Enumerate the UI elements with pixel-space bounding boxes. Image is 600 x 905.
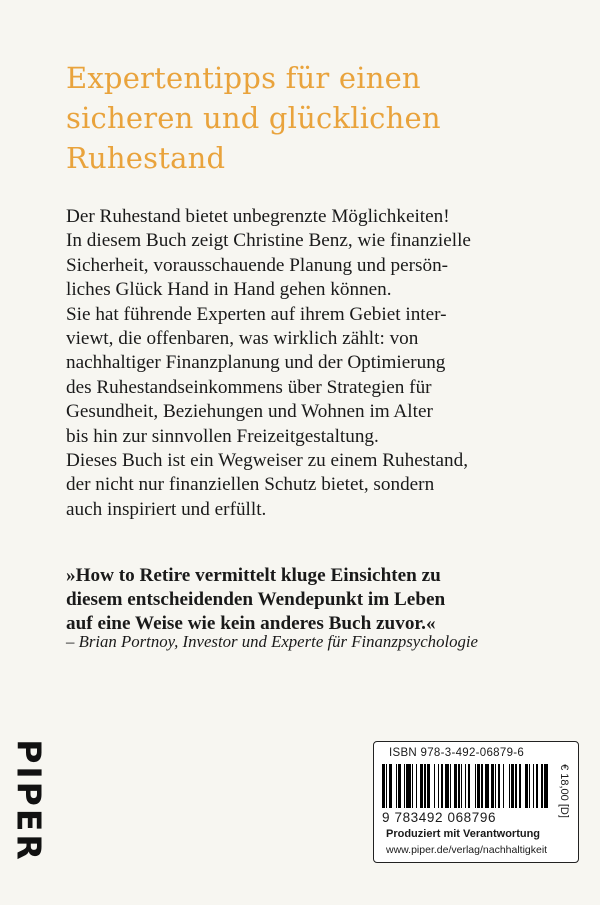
blurb-line: Der Ruhestand bietet unbegrenzte Möglichkeiten! bbox=[66, 206, 450, 227]
headline bbox=[66, 58, 546, 178]
blurb-line: Dieses Buch ist ein Wegweiser zu einem Ruhestand, bbox=[66, 450, 469, 472]
production-note: Produziert mit Verantwortung bbox=[386, 828, 541, 840]
price-label bbox=[555, 762, 573, 820]
blurb-line: nachhaltiger Finanzplanung und der Optimierung bbox=[66, 352, 446, 374]
blurb-line: auch inspiriert und erfüllt. bbox=[66, 498, 267, 520]
publisher-logo bbox=[8, 741, 50, 861]
blurb-text bbox=[66, 205, 566, 522]
blurb-line: In diesem Buch zeigt Christine Benz, wie finanzielle bbox=[66, 230, 471, 252]
quote-line: diesem entscheidenden Wendepunkt im Leben bbox=[66, 589, 446, 610]
price-text: € 18,00 [D] bbox=[558, 764, 570, 818]
blurb-line: Gesundheit, Beziehungen und Wohnen im Alter bbox=[66, 401, 433, 423]
barcode-bars bbox=[382, 764, 550, 808]
quote-line: auf eine Weise wie kein anderes Buch zuvor.« bbox=[66, 613, 436, 634]
barcode-digits: 9 783492 068796 bbox=[382, 810, 497, 825]
barcode-gap bbox=[548, 764, 549, 808]
blurb-line: Sicherheit, vorausschauende Planung und persön- bbox=[66, 254, 449, 276]
quote-attribution: – Brian Portnoy, Investor und Experte für Finanzpsychologie bbox=[66, 632, 479, 651]
sustainability-url: www.piper.de/verlag/nachhaltigkeit bbox=[386, 844, 548, 856]
headline-line: Ruhestand bbox=[66, 141, 226, 175]
isbn-label: ISBN 978-3-492-06879-6 bbox=[389, 747, 525, 759]
endorsement-quote bbox=[66, 564, 566, 636]
headline-line: Expertentipps für einen bbox=[66, 61, 421, 95]
quote-line: »How to Retire vermittelt kluge Einsichten zu bbox=[66, 565, 441, 586]
blurb-line: Sie hat führende Experten auf ihrem Gebiet inter- bbox=[66, 303, 447, 325]
blurb-line: der nicht nur finanziellen Schutz bietet, sondern bbox=[66, 474, 435, 496]
blurb-line: bis hin zur sinnvollen Freizeitgestaltung. bbox=[66, 425, 379, 447]
publisher-logo-text: PIPER bbox=[9, 739, 49, 863]
barcode-box bbox=[373, 741, 579, 863]
blurb-line: des Ruhestandseinkommens über Strategien für bbox=[66, 376, 432, 398]
blurb-line: liches Glück Hand in Hand gehen können. bbox=[66, 279, 392, 301]
blurb-line: viewt, die offenbaren, was wirklich zählt: von bbox=[66, 328, 419, 350]
headline-line: sicheren und glücklichen bbox=[66, 101, 441, 135]
